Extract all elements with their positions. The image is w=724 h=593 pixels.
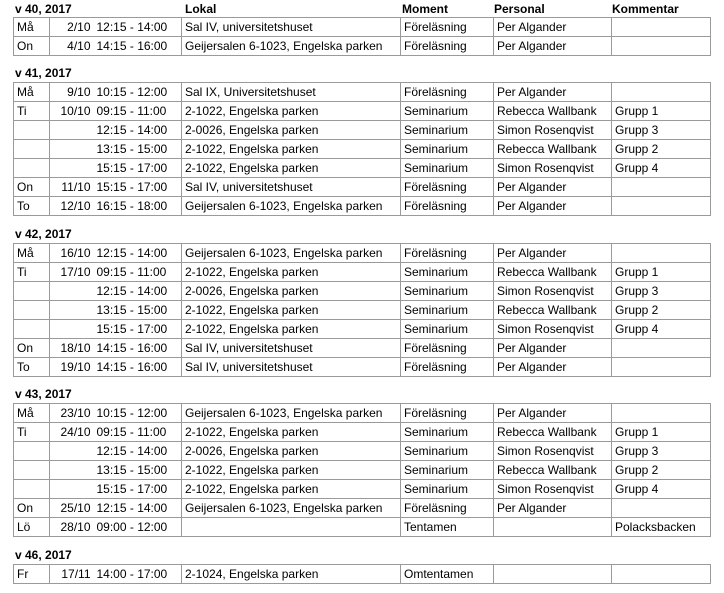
room-cell: 2-1022, Engelska parken: [182, 480, 401, 499]
time-cell: 13:15 - 15:00: [94, 301, 182, 320]
moment-cell: Tentamen: [401, 518, 494, 537]
room-cell: Sal IV, universitetshuset: [182, 18, 401, 37]
week-title: v 43, 2017: [15, 387, 72, 401]
week-title: v 46, 2017: [15, 548, 72, 562]
comment-cell: [612, 404, 711, 423]
table-row: [14, 18, 711, 37]
day-cell: On: [14, 499, 50, 518]
room-cell: 2-1022, Engelska parken: [182, 140, 401, 159]
date-cell: [50, 320, 94, 339]
moment-cell: Seminarium: [401, 263, 494, 282]
moment-cell: Seminarium: [401, 102, 494, 121]
week-header: [0, 225, 724, 243]
day-cell: Lö: [14, 518, 50, 537]
comment-cell: [612, 244, 711, 263]
room-cell: Geijersalen 6-1023, Engelska parken: [182, 197, 401, 216]
day-cell: [14, 301, 50, 320]
date-cell: [50, 282, 94, 301]
time-cell: 13:15 - 15:00: [94, 140, 182, 159]
staff-cell: Per Algander: [494, 18, 612, 37]
date-cell: [50, 121, 94, 140]
day-cell: [14, 461, 50, 480]
date-cell: 25/10: [50, 499, 94, 518]
time-cell: 09:00 - 12:00: [94, 518, 182, 537]
comment-cell: Grupp 2: [612, 461, 711, 480]
table-row: [14, 102, 711, 121]
moment-cell: Seminarium: [401, 461, 494, 480]
staff-cell: Rebecca Wallbank: [494, 263, 612, 282]
staff-cell: Simon Rosenqvist: [494, 282, 612, 301]
day-cell: [14, 480, 50, 499]
moment-cell: Seminarium: [401, 140, 494, 159]
day-cell: [14, 159, 50, 178]
date-cell: 24/10: [50, 423, 94, 442]
table-row: [14, 121, 711, 140]
room-cell: 2-0026, Engelska parken: [182, 282, 401, 301]
week-header: [0, 385, 724, 403]
date-cell: 18/10: [50, 339, 94, 358]
staff-cell: [494, 565, 612, 584]
day-cell: [14, 121, 50, 140]
room-cell: Sal IV, universitetshuset: [182, 339, 401, 358]
moment-cell: Seminarium: [401, 442, 494, 461]
moment-cell: Föreläsning: [401, 18, 494, 37]
day-cell: [14, 442, 50, 461]
room-cell: Geijersalen 6-1023, Engelska parken: [182, 404, 401, 423]
room-cell: Sal IV, universitetshuset: [182, 178, 401, 197]
table-row: [14, 518, 711, 537]
table-row: [14, 140, 711, 159]
comment-cell: [612, 499, 711, 518]
moment-cell: Föreläsning: [401, 358, 494, 377]
staff-cell: Per Algander: [494, 244, 612, 263]
comment-cell: Polacksbacken: [612, 518, 711, 537]
staff-cell: Simon Rosenqvist: [494, 480, 612, 499]
comment-cell: Grupp 3: [612, 442, 711, 461]
week-header: [0, 64, 724, 82]
time-cell: 15:15 - 17:00: [94, 480, 182, 499]
table-row: [14, 159, 711, 178]
table-row: [14, 442, 711, 461]
staff-cell: Per Algander: [494, 358, 612, 377]
date-cell: [50, 140, 94, 159]
room-cell: Geijersalen 6-1023, Engelska parken: [182, 499, 401, 518]
time-cell: 10:15 - 12:00: [94, 404, 182, 423]
day-cell: Må: [14, 18, 50, 37]
date-cell: [50, 159, 94, 178]
comment-cell: Grupp 1: [612, 423, 711, 442]
week-title: v 42, 2017: [15, 227, 72, 241]
day-cell: Ti: [14, 423, 50, 442]
room-cell: 2-1022, Engelska parken: [182, 320, 401, 339]
time-cell: 14:00 - 17:00: [94, 565, 182, 584]
staff-cell: Rebecca Wallbank: [494, 140, 612, 159]
table-row: [14, 301, 711, 320]
day-cell: To: [14, 358, 50, 377]
table-row: [14, 320, 711, 339]
time-cell: 12:15 - 14:00: [94, 244, 182, 263]
time-cell: 12:15 - 14:00: [94, 442, 182, 461]
time-cell: 16:15 - 18:00: [94, 197, 182, 216]
staff-cell: Per Algander: [494, 37, 612, 56]
day-cell: [14, 140, 50, 159]
date-cell: 23/10: [50, 404, 94, 423]
table-row: [14, 358, 711, 377]
room-cell: 2-1022, Engelska parken: [182, 301, 401, 320]
time-cell: 12:15 - 14:00: [94, 121, 182, 140]
time-cell: 15:15 - 17:00: [94, 320, 182, 339]
comment-cell: Grupp 2: [612, 301, 711, 320]
week-header: [0, 546, 724, 564]
table-row: [14, 461, 711, 480]
date-cell: 9/10: [50, 83, 94, 102]
moment-cell: Föreläsning: [401, 197, 494, 216]
moment-cell: Seminarium: [401, 480, 494, 499]
time-cell: 10:15 - 12:00: [94, 83, 182, 102]
column-header-personal: Personal: [494, 2, 545, 16]
comment-cell: [612, 565, 711, 584]
date-cell: [50, 442, 94, 461]
table-row: [14, 263, 711, 282]
column-header-moment: Moment: [402, 2, 448, 16]
table-row: [14, 83, 711, 102]
table-row: [14, 244, 711, 263]
day-cell: On: [14, 339, 50, 358]
comment-cell: Grupp 3: [612, 121, 711, 140]
date-cell: 2/10: [50, 18, 94, 37]
table-row: [14, 37, 711, 56]
date-cell: 16/10: [50, 244, 94, 263]
moment-cell: Seminarium: [401, 320, 494, 339]
staff-cell: Per Algander: [494, 499, 612, 518]
week-title: v 40, 2017: [15, 2, 72, 16]
time-cell: 14:15 - 16:00: [94, 358, 182, 377]
comment-cell: [612, 178, 711, 197]
room-cell: 2-0026, Engelska parken: [182, 442, 401, 461]
staff-cell: Simon Rosenqvist: [494, 320, 612, 339]
room-cell: 2-0026, Engelska parken: [182, 121, 401, 140]
room-cell: 2-1022, Engelska parken: [182, 461, 401, 480]
date-cell: [50, 480, 94, 499]
day-cell: To: [14, 197, 50, 216]
date-cell: [50, 301, 94, 320]
date-cell: 17/11: [50, 565, 94, 584]
moment-cell: Föreläsning: [401, 178, 494, 197]
moment-cell: Föreläsning: [401, 83, 494, 102]
staff-cell: Rebecca Wallbank: [494, 461, 612, 480]
day-cell: Må: [14, 404, 50, 423]
date-cell: 4/10: [50, 37, 94, 56]
comment-cell: Grupp 2: [612, 140, 711, 159]
time-cell: 09:15 - 11:00: [94, 263, 182, 282]
staff-cell: Simon Rosenqvist: [494, 121, 612, 140]
week-table: [13, 243, 711, 377]
moment-cell: Seminarium: [401, 282, 494, 301]
time-cell: 14:15 - 16:00: [94, 37, 182, 56]
room-cell: Sal IV, universitetshuset: [182, 358, 401, 377]
date-cell: 10/10: [50, 102, 94, 121]
time-cell: 12:15 - 14:00: [94, 18, 182, 37]
comment-cell: Grupp 4: [612, 320, 711, 339]
moment-cell: Föreläsning: [401, 499, 494, 518]
moment-cell: Föreläsning: [401, 244, 494, 263]
week-table: [13, 82, 711, 216]
table-row: [14, 197, 711, 216]
day-cell: On: [14, 37, 50, 56]
comment-cell: [612, 37, 711, 56]
comment-cell: [612, 83, 711, 102]
room-cell: 2-1022, Engelska parken: [182, 102, 401, 121]
table-row: [14, 480, 711, 499]
room-cell: [182, 518, 401, 537]
table-row: [14, 339, 711, 358]
staff-cell: Rebecca Wallbank: [494, 301, 612, 320]
table-row: [14, 404, 711, 423]
moment-cell: Seminarium: [401, 159, 494, 178]
date-cell: 28/10: [50, 518, 94, 537]
date-cell: 12/10: [50, 197, 94, 216]
moment-cell: Föreläsning: [401, 404, 494, 423]
staff-cell: Per Algander: [494, 197, 612, 216]
date-cell: 19/10: [50, 358, 94, 377]
time-cell: 09:15 - 11:00: [94, 423, 182, 442]
time-cell: 15:15 - 17:00: [94, 178, 182, 197]
time-cell: 12:15 - 14:00: [94, 282, 182, 301]
staff-cell: Per Algander: [494, 404, 612, 423]
room-cell: 2-1024, Engelska parken: [182, 565, 401, 584]
day-cell: Må: [14, 244, 50, 263]
table-row: [14, 423, 711, 442]
day-cell: Ti: [14, 263, 50, 282]
staff-cell: Per Algander: [494, 83, 612, 102]
date-cell: 11/10: [50, 178, 94, 197]
moment-cell: Föreläsning: [401, 339, 494, 358]
staff-cell: Per Algander: [494, 339, 612, 358]
date-cell: [50, 461, 94, 480]
time-cell: 12:15 - 14:00: [94, 499, 182, 518]
time-cell: 15:15 - 17:00: [94, 159, 182, 178]
table-row: [14, 499, 711, 518]
comment-cell: [612, 197, 711, 216]
staff-cell: Rebecca Wallbank: [494, 423, 612, 442]
room-cell: Geijersalen 6-1023, Engelska parken: [182, 244, 401, 263]
day-cell: Ti: [14, 102, 50, 121]
comment-cell: Grupp 4: [612, 480, 711, 499]
room-cell: 2-1022, Engelska parken: [182, 423, 401, 442]
day-cell: [14, 320, 50, 339]
comment-cell: Grupp 1: [612, 102, 711, 121]
week-table: [13, 17, 711, 56]
room-cell: 2-1022, Engelska parken: [182, 159, 401, 178]
time-cell: 09:15 - 11:00: [94, 102, 182, 121]
table-row: [14, 178, 711, 197]
comment-cell: Grupp 4: [612, 159, 711, 178]
staff-cell: Simon Rosenqvist: [494, 159, 612, 178]
time-cell: 13:15 - 15:00: [94, 461, 182, 480]
moment-cell: Omtentamen: [401, 565, 494, 584]
staff-cell: Rebecca Wallbank: [494, 102, 612, 121]
column-header-lokal: Lokal: [185, 2, 217, 16]
room-cell: Sal IX, Universitetshuset: [182, 83, 401, 102]
staff-cell: [494, 518, 612, 537]
week-title: v 41, 2017: [15, 66, 72, 80]
table-row: [14, 565, 711, 584]
moment-cell: Seminarium: [401, 121, 494, 140]
comment-cell: Grupp 1: [612, 263, 711, 282]
moment-cell: Seminarium: [401, 301, 494, 320]
day-cell: Må: [14, 83, 50, 102]
week-header: [0, 0, 724, 18]
room-cell: 2-1022, Engelska parken: [182, 263, 401, 282]
date-cell: 17/10: [50, 263, 94, 282]
comment-cell: Grupp 3: [612, 282, 711, 301]
moment-cell: Seminarium: [401, 423, 494, 442]
room-cell: Geijersalen 6-1023, Engelska parken: [182, 37, 401, 56]
column-header-kommentar: Kommentar: [612, 2, 679, 16]
time-cell: 14:15 - 16:00: [94, 339, 182, 358]
staff-cell: Per Algander: [494, 178, 612, 197]
day-cell: On: [14, 178, 50, 197]
day-cell: Fr: [14, 565, 50, 584]
comment-cell: [612, 358, 711, 377]
day-cell: [14, 282, 50, 301]
comment-cell: [612, 339, 711, 358]
week-table: [13, 403, 711, 537]
staff-cell: Simon Rosenqvist: [494, 442, 612, 461]
moment-cell: Föreläsning: [401, 37, 494, 56]
comment-cell: [612, 18, 711, 37]
week-table: [13, 564, 711, 584]
table-row: [14, 282, 711, 301]
